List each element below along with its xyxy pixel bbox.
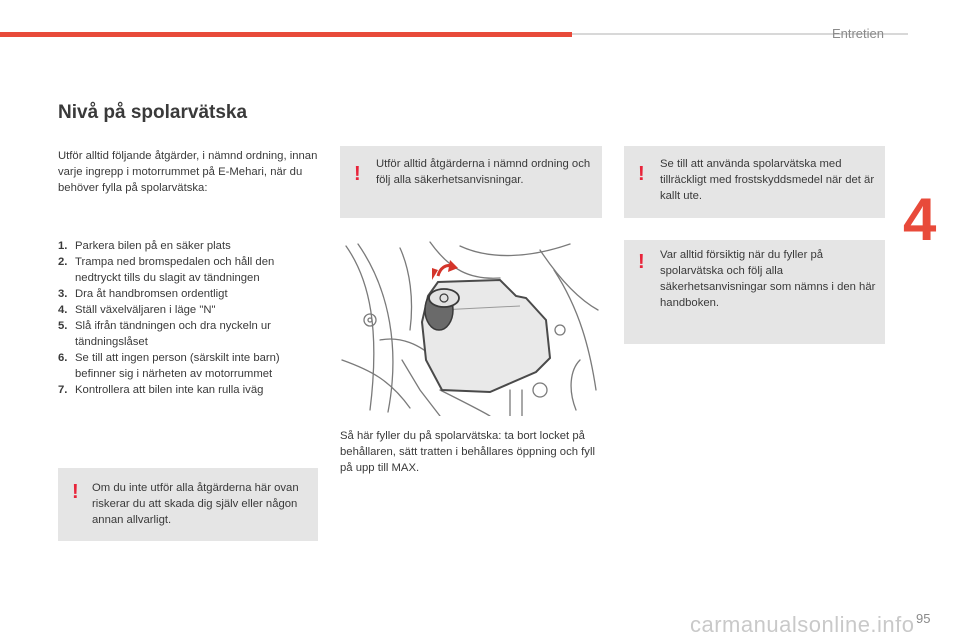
page-number: 95 <box>916 611 931 626</box>
step-number: 3. <box>58 288 68 300</box>
list-item <box>58 318 320 350</box>
chapter-number: 4 <box>903 186 937 253</box>
page-title: Nivå på spolarvätska <box>58 102 248 123</box>
step-text: Trampa ned bromspedalen och håll den nedtryckt tills du slagit av tändningen <box>75 256 275 284</box>
step-number: 7. <box>58 384 68 396</box>
step-number: 2. <box>58 256 68 268</box>
list-item <box>58 286 320 302</box>
header-accent-bar <box>0 32 572 37</box>
warning-text: Var alltid försiktig när du fyller på spolarvätska och följ alla säkerhetsanvisningar som nämns i den här handboken. <box>660 249 876 309</box>
warning-icon: ! <box>72 481 79 503</box>
warning-box-bottom-left <box>58 468 318 541</box>
warning-text: Se till att använda spolarvätska med tillräckligt med frostskyddsmedel när det är kallt ute. <box>660 158 875 202</box>
step-number: 4. <box>58 304 68 316</box>
warning-box-middle <box>340 146 602 218</box>
warning-icon: ! <box>354 163 361 185</box>
warning-icon: ! <box>638 163 645 185</box>
warning-box-right-top <box>624 146 885 218</box>
warning-box-right-bottom <box>624 240 885 344</box>
washer-reservoir-illustration <box>340 240 602 416</box>
warning-text: Utför alltid åtgärderna i nämnd ordning och följ alla säkerhetsanvisningar. <box>376 158 591 186</box>
engine-bay-drawing <box>340 240 602 416</box>
step-text: Parkera bilen på en säker plats <box>75 240 231 252</box>
step-text: Ställ växelväljaren i läge "N" <box>75 304 216 316</box>
list-item <box>58 350 320 382</box>
step-text: Se till att ingen person (särskilt inte barn) befinner sig i närheten av motorrummet <box>75 352 280 380</box>
step-number: 5. <box>58 320 68 332</box>
warning-text: Om du inte utför alla åtgärderna här ovan riskerar du att skada dig själv eller någon annan allvarligt. <box>92 482 299 526</box>
intro-text: Utför alltid följande åtgärder, i nämnd ordning, innan varje ingrepp i motorrummet på E-Mehari, när du behöver fylla på spolarvätska: <box>58 150 318 194</box>
illustration-caption: Så här fyller du på spolarvätska: ta bort locket på behållaren, sätt tratten i behållares öppning och fyll på upp till MAX. <box>340 430 595 474</box>
list-item <box>58 254 320 286</box>
list-item <box>58 382 320 398</box>
step-text: Slå ifrån tändningen och dra nyckeln ur tändningslåset <box>75 320 271 348</box>
section-title: Entretien <box>831 26 884 41</box>
step-number: 1. <box>58 240 68 252</box>
step-text: Kontrollera att bilen inte kan rulla iväg <box>75 384 264 396</box>
steps-list <box>58 238 320 398</box>
step-number: 6. <box>58 352 68 364</box>
step-text: Dra åt handbromsen ordentligt <box>75 288 228 300</box>
list-item <box>58 238 320 254</box>
list-item <box>58 302 320 318</box>
warning-icon: ! <box>638 251 645 273</box>
watermark-text: carmanualsonline.info <box>690 612 915 637</box>
